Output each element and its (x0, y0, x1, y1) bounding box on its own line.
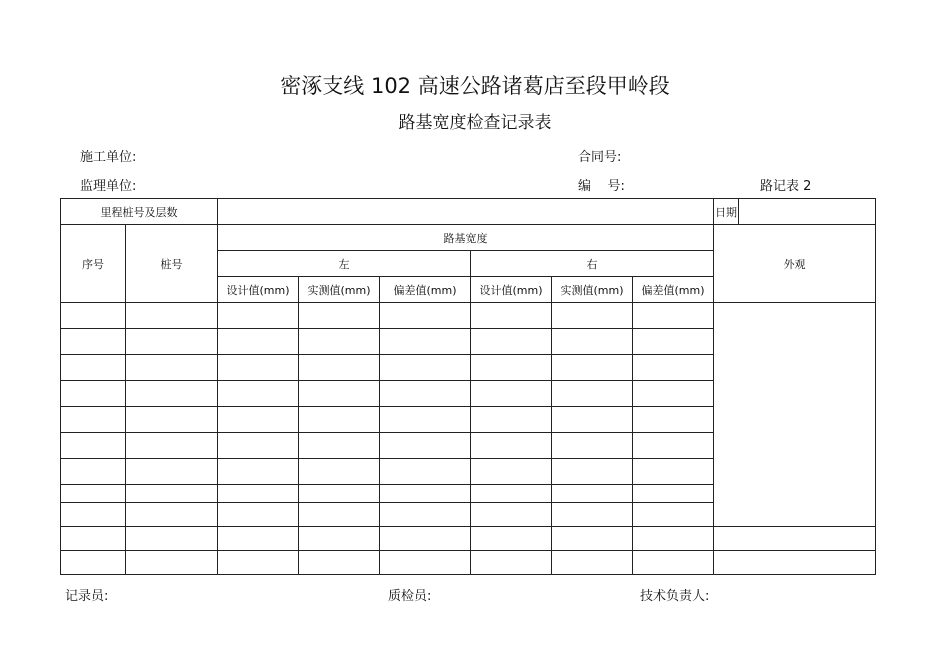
mileage-label: 里程桩号及层数 (61, 199, 218, 225)
stake-header: 桩号 (126, 225, 218, 303)
table-cell[interactable] (380, 407, 471, 433)
table-cell[interactable] (471, 503, 552, 527)
table-cell[interactable] (471, 381, 552, 407)
table-cell[interactable] (299, 503, 380, 527)
table-cell[interactable] (471, 329, 552, 355)
table-cell[interactable] (218, 485, 299, 503)
table-cell[interactable] (299, 459, 380, 485)
table-cell[interactable] (471, 459, 552, 485)
table-cell[interactable] (633, 459, 714, 485)
left-measured-header: 实测值(mm) (299, 277, 380, 303)
table-cell[interactable] (471, 527, 552, 551)
table-cell[interactable] (61, 485, 126, 503)
table-cell[interactable] (380, 527, 471, 551)
right-deviation-header: 偏差值(mm) (633, 277, 714, 303)
table-cell[interactable] (633, 485, 714, 503)
table-cell[interactable] (633, 551, 714, 575)
appearance-cell[interactable] (714, 527, 876, 551)
table-cell[interactable] (218, 407, 299, 433)
table-cell[interactable] (552, 433, 633, 459)
table-cell[interactable] (218, 527, 299, 551)
table-cell[interactable] (633, 527, 714, 551)
right-design-header: 设计值(mm) (471, 277, 552, 303)
recorder-label: 记录员: (65, 589, 109, 604)
table-cell[interactable] (552, 303, 633, 329)
seq-header: 序号 (61, 225, 126, 303)
table-cell[interactable] (380, 355, 471, 381)
date-value-cell[interactable] (739, 199, 876, 225)
table-cell[interactable] (299, 407, 380, 433)
mileage-row (61, 199, 876, 225)
form-code: 路记表 2 (760, 179, 812, 194)
left-deviation-header: 偏差值(mm) (380, 277, 471, 303)
table-cell[interactable] (299, 381, 380, 407)
table-cell[interactable] (126, 303, 218, 329)
table-row (61, 551, 876, 575)
contractor-label: 施工单位: (80, 150, 137, 165)
table-cell[interactable] (471, 551, 552, 575)
table-cell[interactable] (633, 407, 714, 433)
tech-lead-label: 技术负责人: (640, 589, 710, 604)
table-cell[interactable] (299, 551, 380, 575)
table-cell[interactable] (471, 407, 552, 433)
table-cell[interactable] (61, 551, 126, 575)
table-cell[interactable] (380, 381, 471, 407)
table-cell[interactable] (218, 381, 299, 407)
table-cell[interactable] (471, 433, 552, 459)
inspection-table (60, 198, 876, 575)
date-label: 日期 (714, 199, 739, 225)
table-cell[interactable] (552, 485, 633, 503)
serial-number-label: 编 号: (578, 179, 625, 194)
table-cell[interactable] (552, 381, 633, 407)
supervisor-label: 监理单位: (80, 179, 137, 194)
table-cell[interactable] (126, 433, 218, 459)
table-cell[interactable] (299, 433, 380, 459)
table-cell[interactable] (633, 303, 714, 329)
table-cell[interactable] (126, 551, 218, 575)
table-cell[interactable] (633, 503, 714, 527)
table-cell[interactable] (299, 329, 380, 355)
table-cell[interactable] (61, 303, 126, 329)
mileage-value-cell[interactable] (218, 199, 714, 225)
table-cell[interactable] (633, 329, 714, 355)
table-cell[interactable] (218, 503, 299, 527)
table-row (61, 303, 876, 329)
document-title: 密涿支线 102 高速公路诸葛店至段甲岭段 (280, 74, 670, 98)
table-cell[interactable] (61, 329, 126, 355)
right-header: 右 (471, 251, 714, 277)
table-cell[interactable] (552, 551, 633, 575)
table-cell[interactable] (218, 459, 299, 485)
appearance-cell[interactable] (714, 551, 876, 575)
contract-number-label: 合同号: (578, 150, 622, 165)
appearance-header: 外观 (714, 225, 876, 303)
table-cell[interactable] (218, 551, 299, 575)
left-design-header: 设计值(mm) (218, 277, 299, 303)
table-cell[interactable] (126, 355, 218, 381)
table-cell[interactable] (126, 485, 218, 503)
table-cell[interactable] (633, 433, 714, 459)
table-cell[interactable] (380, 503, 471, 527)
table-cell[interactable] (61, 503, 126, 527)
table-cell[interactable] (218, 433, 299, 459)
table-cell[interactable] (126, 527, 218, 551)
table-cell[interactable] (126, 381, 218, 407)
table-cell[interactable] (61, 527, 126, 551)
table-cell[interactable] (126, 407, 218, 433)
table-cell[interactable] (126, 503, 218, 527)
table-cell[interactable] (380, 303, 471, 329)
table-cell[interactable] (126, 329, 218, 355)
table-cell[interactable] (61, 433, 126, 459)
header-row-1 (61, 225, 876, 251)
table-cell[interactable] (61, 355, 126, 381)
right-measured-header: 实测值(mm) (552, 277, 633, 303)
form-title: 路基宽度检查记录表 (398, 113, 552, 133)
appearance-cell[interactable] (714, 303, 876, 527)
table-cell[interactable] (552, 527, 633, 551)
table-cell[interactable] (299, 527, 380, 551)
left-header: 左 (218, 251, 471, 277)
table-cell[interactable] (471, 485, 552, 503)
table-cell[interactable] (380, 485, 471, 503)
table-cell[interactable] (380, 433, 471, 459)
table-cell[interactable] (299, 485, 380, 503)
table-cell[interactable] (552, 503, 633, 527)
table-cell[interactable] (471, 355, 552, 381)
table-cell[interactable] (633, 355, 714, 381)
table-row (61, 527, 876, 551)
table-cell[interactable] (61, 407, 126, 433)
table-cell[interactable] (299, 303, 380, 329)
table-cell[interactable] (380, 459, 471, 485)
table-cell[interactable] (61, 381, 126, 407)
table-cell[interactable] (218, 355, 299, 381)
table-cell[interactable] (61, 459, 126, 485)
table-cell[interactable] (126, 459, 218, 485)
table-cell[interactable] (218, 329, 299, 355)
table-cell[interactable] (552, 407, 633, 433)
table-cell[interactable] (552, 459, 633, 485)
inspector-label: 质检员: (388, 589, 432, 604)
width-header: 路基宽度 (218, 225, 714, 251)
table-cell[interactable] (380, 551, 471, 575)
table-cell[interactable] (552, 329, 633, 355)
table-cell[interactable] (299, 355, 380, 381)
table-cell[interactable] (380, 329, 471, 355)
table-cell[interactable] (552, 355, 633, 381)
table-cell[interactable] (471, 303, 552, 329)
table-cell[interactable] (633, 381, 714, 407)
table-cell[interactable] (218, 303, 299, 329)
